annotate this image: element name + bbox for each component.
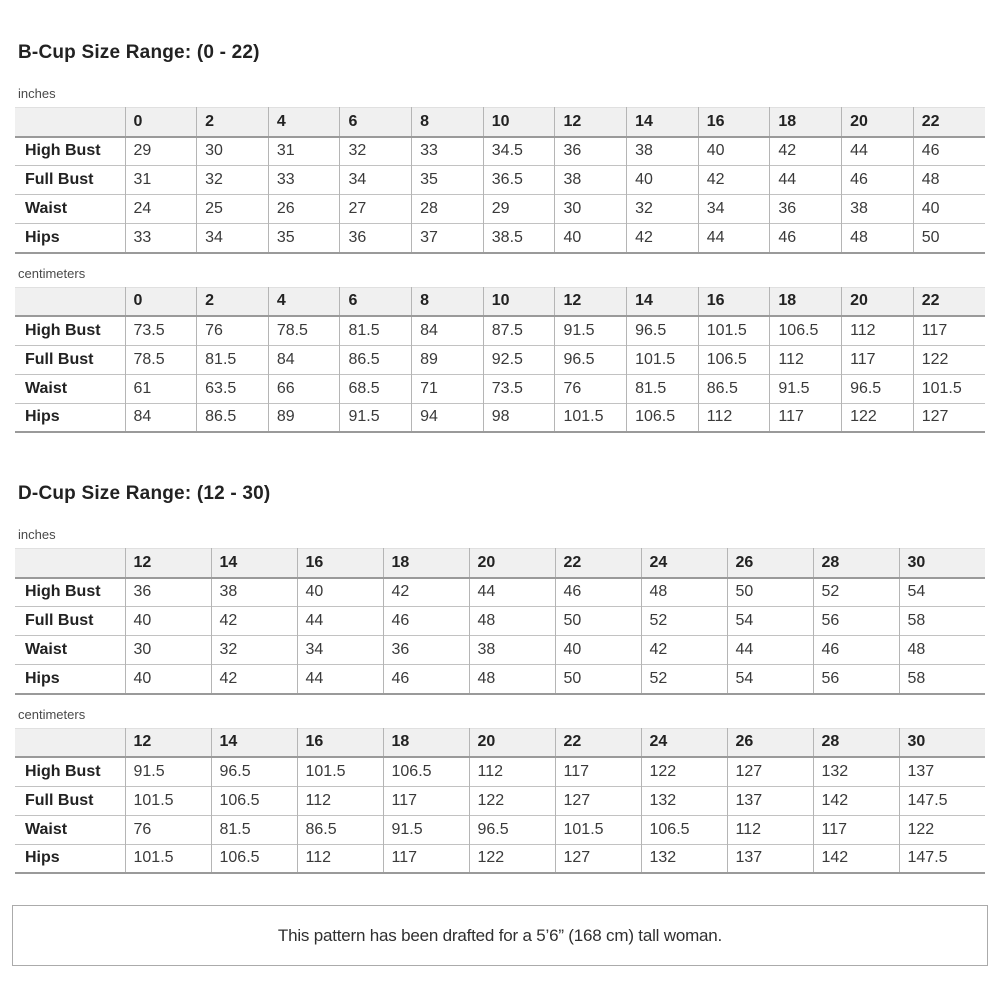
size-cell: 30 xyxy=(555,195,627,224)
header-row xyxy=(15,108,985,137)
row-label: High Bust xyxy=(25,583,101,601)
size-cell: 73.5 xyxy=(483,374,555,403)
table-row xyxy=(15,786,985,815)
size-cell: 117 xyxy=(813,815,899,844)
size-cell: 35 xyxy=(268,224,340,253)
size-cell: 91.5 xyxy=(555,316,627,345)
column-header: 28 xyxy=(813,549,899,578)
size-cell: 101.5 xyxy=(698,316,770,345)
row-label: High Bust xyxy=(25,142,101,160)
size-cell: 36 xyxy=(340,224,412,253)
section-title: D-Cup Size Range: (12 - 30) xyxy=(18,483,271,504)
size-cell: 78.5 xyxy=(268,316,340,345)
size-cell: 122 xyxy=(469,786,555,815)
size-table-d-cup-centimeters xyxy=(15,728,985,875)
size-cell: 106.5 xyxy=(383,757,469,786)
size-cell: 127 xyxy=(913,403,985,432)
size-cell: 32 xyxy=(340,137,412,166)
column-header: 14 xyxy=(211,728,297,757)
column-header: 8 xyxy=(412,108,484,137)
row-label: Waist xyxy=(25,379,68,397)
column-header: 22 xyxy=(555,549,641,578)
size-cell: 52 xyxy=(813,578,899,607)
size-cell: 122 xyxy=(641,757,727,786)
size-cell: 58 xyxy=(899,665,985,694)
size-cell: 42 xyxy=(698,166,770,195)
row-label: Hips xyxy=(25,849,60,867)
table-row xyxy=(15,137,985,166)
section-title: B-Cup Size Range: (0 - 22) xyxy=(18,42,260,63)
size-cell: 40 xyxy=(627,166,699,195)
size-cell: 46 xyxy=(555,578,641,607)
size-cell: 38 xyxy=(842,195,914,224)
size-cell: 40 xyxy=(913,195,985,224)
size-cell: 78.5 xyxy=(125,345,197,374)
row-label: Hips xyxy=(25,228,60,246)
size-cell: 127 xyxy=(727,757,813,786)
corner-cell xyxy=(15,287,125,316)
size-cell: 101.5 xyxy=(125,844,211,873)
size-cell: 36.5 xyxy=(483,166,555,195)
column-header: 12 xyxy=(125,549,211,578)
size-cell: 34.5 xyxy=(483,137,555,166)
column-header: 4 xyxy=(268,108,340,137)
size-cell: 36 xyxy=(383,636,469,665)
column-header: 22 xyxy=(913,287,985,316)
size-cell: 42 xyxy=(211,607,297,636)
size-cell: 46 xyxy=(770,224,842,253)
size-cell: 117 xyxy=(555,757,641,786)
size-cell: 122 xyxy=(469,844,555,873)
size-cell: 52 xyxy=(641,665,727,694)
size-cell: 81.5 xyxy=(627,374,699,403)
column-header: 20 xyxy=(469,549,555,578)
table-row xyxy=(15,815,985,844)
table-row xyxy=(15,578,985,607)
size-cell: 96.5 xyxy=(555,345,627,374)
size-cell: 96.5 xyxy=(627,316,699,345)
size-cell: 106.5 xyxy=(641,815,727,844)
column-header: 14 xyxy=(211,549,297,578)
footer-note: This pattern has been drafted for a 5’6” (168 cm) tall woman. xyxy=(277,925,723,945)
column-header: 4 xyxy=(268,287,340,316)
column-header: 18 xyxy=(383,728,469,757)
column-header: 2 xyxy=(197,108,269,137)
size-cell: 101.5 xyxy=(913,374,985,403)
size-cell: 56 xyxy=(813,607,899,636)
size-cell: 30 xyxy=(125,636,211,665)
size-cell: 61 xyxy=(125,374,197,403)
column-header: 16 xyxy=(698,287,770,316)
size-cell: 81.5 xyxy=(197,345,269,374)
header-row xyxy=(15,549,985,578)
corner-cell xyxy=(15,108,125,137)
size-cell: 29 xyxy=(483,195,555,224)
size-cell: 92.5 xyxy=(483,345,555,374)
size-cell: 26 xyxy=(268,195,340,224)
size-cell: 34 xyxy=(698,195,770,224)
row-label: Full Bust xyxy=(25,350,94,368)
size-cell: 112 xyxy=(842,316,914,345)
size-cell: 84 xyxy=(268,345,340,374)
column-header: 22 xyxy=(913,108,985,137)
corner-cell xyxy=(15,728,125,757)
size-cell: 117 xyxy=(913,316,985,345)
size-table-block xyxy=(15,728,985,875)
size-cell: 63.5 xyxy=(197,374,269,403)
size-cell: 46 xyxy=(842,166,914,195)
size-cell: 44 xyxy=(297,665,383,694)
size-cell: 112 xyxy=(469,757,555,786)
size-cell: 76 xyxy=(197,316,269,345)
table-row xyxy=(15,636,985,665)
column-header: 18 xyxy=(770,108,842,137)
size-cell: 91.5 xyxy=(383,815,469,844)
size-table-b-cup-centimeters xyxy=(15,287,985,434)
size-cell: 28 xyxy=(412,195,484,224)
size-cell: 89 xyxy=(268,403,340,432)
size-cell: 117 xyxy=(770,403,842,432)
size-cell: 132 xyxy=(641,786,727,815)
size-table-d-cup-inches xyxy=(15,548,985,695)
size-cell: 112 xyxy=(727,815,813,844)
column-header: 24 xyxy=(641,728,727,757)
row-label: High Bust xyxy=(25,321,101,339)
size-cell: 52 xyxy=(641,607,727,636)
column-header: 16 xyxy=(297,549,383,578)
size-cell: 37 xyxy=(412,224,484,253)
column-header: 10 xyxy=(483,287,555,316)
size-cell: 91.5 xyxy=(770,374,842,403)
size-cell: 42 xyxy=(383,578,469,607)
size-cell: 54 xyxy=(899,578,985,607)
size-cell: 32 xyxy=(197,166,269,195)
column-header: 0 xyxy=(125,108,197,137)
size-cell: 44 xyxy=(842,137,914,166)
size-cell: 122 xyxy=(842,403,914,432)
size-cell: 127 xyxy=(555,844,641,873)
row-label: Hips xyxy=(25,669,60,687)
size-cell: 86.5 xyxy=(340,345,412,374)
size-table-block xyxy=(15,107,985,254)
size-cell: 42 xyxy=(211,665,297,694)
size-cell: 87.5 xyxy=(483,316,555,345)
column-header: 30 xyxy=(899,728,985,757)
size-cell: 36 xyxy=(555,137,627,166)
size-cell: 46 xyxy=(383,607,469,636)
size-cell: 86.5 xyxy=(197,403,269,432)
section-d-cup xyxy=(15,483,985,874)
size-cell: 94 xyxy=(412,403,484,432)
row-label: Waist xyxy=(25,820,68,838)
size-cell: 34 xyxy=(297,636,383,665)
column-header: 14 xyxy=(627,287,699,316)
size-cell: 91.5 xyxy=(125,757,211,786)
size-cell: 46 xyxy=(813,636,899,665)
size-cell: 38 xyxy=(627,137,699,166)
row-label: Waist xyxy=(25,200,68,217)
size-cell: 25 xyxy=(197,195,269,224)
size-cell: 101.5 xyxy=(555,815,641,844)
size-cell: 48 xyxy=(469,607,555,636)
size-cell: 98 xyxy=(483,403,555,432)
column-header: 24 xyxy=(641,549,727,578)
size-cell: 32 xyxy=(627,195,699,224)
size-cell: 76 xyxy=(125,815,211,844)
row-label: High Bust xyxy=(25,762,101,780)
size-cell: 137 xyxy=(727,844,813,873)
size-cell: 46 xyxy=(913,137,985,166)
size-cell: 81.5 xyxy=(340,316,412,345)
size-cell: 33 xyxy=(268,166,340,195)
size-cell: 35 xyxy=(412,166,484,195)
size-cell: 106.5 xyxy=(211,844,297,873)
size-cell: 40 xyxy=(555,636,641,665)
column-header: 10 xyxy=(483,108,555,137)
size-cell: 101.5 xyxy=(555,403,627,432)
column-header: 26 xyxy=(727,728,813,757)
column-header: 18 xyxy=(383,549,469,578)
column-header: 22 xyxy=(555,728,641,757)
size-cell: 30 xyxy=(197,137,269,166)
table-row xyxy=(15,374,985,403)
size-cell: 96.5 xyxy=(469,815,555,844)
size-cell: 112 xyxy=(770,345,842,374)
table-row xyxy=(15,166,985,195)
header-row xyxy=(15,728,985,757)
size-cell: 117 xyxy=(842,345,914,374)
size-cell: 132 xyxy=(813,757,899,786)
size-cell: 56 xyxy=(813,665,899,694)
column-header: 28 xyxy=(813,728,899,757)
size-cell: 147.5 xyxy=(899,844,985,873)
size-cell: 112 xyxy=(297,844,383,873)
table-row xyxy=(15,316,985,345)
size-cell: 38 xyxy=(211,578,297,607)
corner-cell xyxy=(15,549,125,578)
size-cell: 42 xyxy=(641,636,727,665)
size-cell: 44 xyxy=(770,166,842,195)
size-cell: 106.5 xyxy=(698,345,770,374)
column-header: 16 xyxy=(297,728,383,757)
size-cell: 106.5 xyxy=(770,316,842,345)
size-cell: 68.5 xyxy=(340,374,412,403)
size-cell: 122 xyxy=(913,345,985,374)
size-cell: 127 xyxy=(555,786,641,815)
column-header: 20 xyxy=(842,287,914,316)
size-cell: 81.5 xyxy=(211,815,297,844)
size-cell: 48 xyxy=(842,224,914,253)
size-cell: 112 xyxy=(698,403,770,432)
column-header: 26 xyxy=(727,549,813,578)
size-cell: 54 xyxy=(727,607,813,636)
size-cell: 117 xyxy=(383,786,469,815)
column-header: 12 xyxy=(555,108,627,137)
size-cell: 89 xyxy=(412,345,484,374)
unit-label: centimeters xyxy=(18,265,86,281)
table-row xyxy=(15,224,985,253)
size-cell: 73.5 xyxy=(125,316,197,345)
size-cell: 91.5 xyxy=(340,403,412,432)
row-label: Full Bust xyxy=(25,791,94,809)
column-header: 20 xyxy=(469,728,555,757)
size-cell: 50 xyxy=(727,578,813,607)
column-header: 14 xyxy=(627,108,699,137)
size-cell: 71 xyxy=(412,374,484,403)
size-cell: 42 xyxy=(627,224,699,253)
row-label: Waist xyxy=(25,641,68,658)
size-cell: 147.5 xyxy=(899,786,985,815)
size-cell: 84 xyxy=(125,403,197,432)
size-cell: 38 xyxy=(469,636,555,665)
column-header: 20 xyxy=(842,108,914,137)
size-cell: 33 xyxy=(412,137,484,166)
size-cell: 34 xyxy=(197,224,269,253)
unit-label: inches xyxy=(18,86,56,101)
header-row xyxy=(15,287,985,316)
size-cell: 46 xyxy=(383,665,469,694)
size-cell: 38 xyxy=(555,166,627,195)
unit-label: centimeters xyxy=(18,706,86,722)
size-cell: 31 xyxy=(268,137,340,166)
size-cell: 34 xyxy=(340,166,412,195)
column-header: 8 xyxy=(412,287,484,316)
size-cell: 142 xyxy=(813,786,899,815)
size-cell: 48 xyxy=(913,166,985,195)
size-cell: 48 xyxy=(469,665,555,694)
size-cell: 44 xyxy=(698,224,770,253)
size-cell: 58 xyxy=(899,607,985,636)
size-cell: 33 xyxy=(125,224,197,253)
size-cell: 40 xyxy=(125,607,211,636)
size-cell: 36 xyxy=(770,195,842,224)
table-row xyxy=(15,195,985,224)
column-header: 16 xyxy=(698,108,770,137)
size-cell: 66 xyxy=(268,374,340,403)
size-cell: 50 xyxy=(555,607,641,636)
table-row xyxy=(15,757,985,786)
size-cell: 50 xyxy=(913,224,985,253)
size-cell: 50 xyxy=(555,665,641,694)
size-cell: 137 xyxy=(727,786,813,815)
size-cell: 96.5 xyxy=(842,374,914,403)
column-header: 6 xyxy=(340,108,412,137)
size-cell: 122 xyxy=(899,815,985,844)
size-cell: 44 xyxy=(297,607,383,636)
row-label: Hips xyxy=(25,408,60,426)
size-cell: 86.5 xyxy=(297,815,383,844)
table-row xyxy=(15,403,985,432)
column-header: 6 xyxy=(340,287,412,316)
column-header: 12 xyxy=(555,287,627,316)
size-cell: 40 xyxy=(698,137,770,166)
size-cell: 76 xyxy=(555,374,627,403)
column-header: 12 xyxy=(125,728,211,757)
size-cell: 137 xyxy=(899,757,985,786)
column-header: 18 xyxy=(770,287,842,316)
row-label: Full Bust xyxy=(25,612,94,629)
size-cell: 42 xyxy=(770,137,842,166)
size-cell: 38.5 xyxy=(483,224,555,253)
size-cell: 40 xyxy=(555,224,627,253)
table-row xyxy=(15,665,985,694)
size-table-block xyxy=(15,287,985,434)
size-cell: 48 xyxy=(641,578,727,607)
size-cell: 106.5 xyxy=(211,786,297,815)
size-table-block xyxy=(15,548,985,695)
size-cell: 86.5 xyxy=(698,374,770,403)
size-cell: 48 xyxy=(899,636,985,665)
size-cell: 106.5 xyxy=(627,403,699,432)
size-cell: 24 xyxy=(125,195,197,224)
size-cell: 84 xyxy=(412,316,484,345)
size-cell: 142 xyxy=(813,844,899,873)
size-cell: 44 xyxy=(727,636,813,665)
column-header: 2 xyxy=(197,287,269,316)
size-cell: 101.5 xyxy=(125,786,211,815)
size-cell: 40 xyxy=(125,665,211,694)
size-cell: 117 xyxy=(383,844,469,873)
size-cell: 36 xyxy=(125,578,211,607)
size-cell: 101.5 xyxy=(297,757,383,786)
footer-note-box xyxy=(12,905,988,966)
table-row xyxy=(15,844,985,873)
size-table-b-cup-inches xyxy=(15,107,985,254)
size-cell: 54 xyxy=(727,665,813,694)
size-cell: 96.5 xyxy=(211,757,297,786)
size-cell: 112 xyxy=(297,786,383,815)
size-cell: 32 xyxy=(211,636,297,665)
table-row xyxy=(15,607,985,636)
size-cell: 101.5 xyxy=(627,345,699,374)
unit-label: inches xyxy=(18,527,56,542)
size-cell: 132 xyxy=(641,844,727,873)
column-header: 0 xyxy=(125,287,197,316)
size-cell: 29 xyxy=(125,137,197,166)
section-b-cup xyxy=(15,42,985,433)
size-cell: 40 xyxy=(297,578,383,607)
size-cell: 44 xyxy=(469,578,555,607)
size-cell: 27 xyxy=(340,195,412,224)
size-cell: 31 xyxy=(125,166,197,195)
table-row xyxy=(15,345,985,374)
row-label: Full Bust xyxy=(25,171,94,188)
column-header: 30 xyxy=(899,549,985,578)
